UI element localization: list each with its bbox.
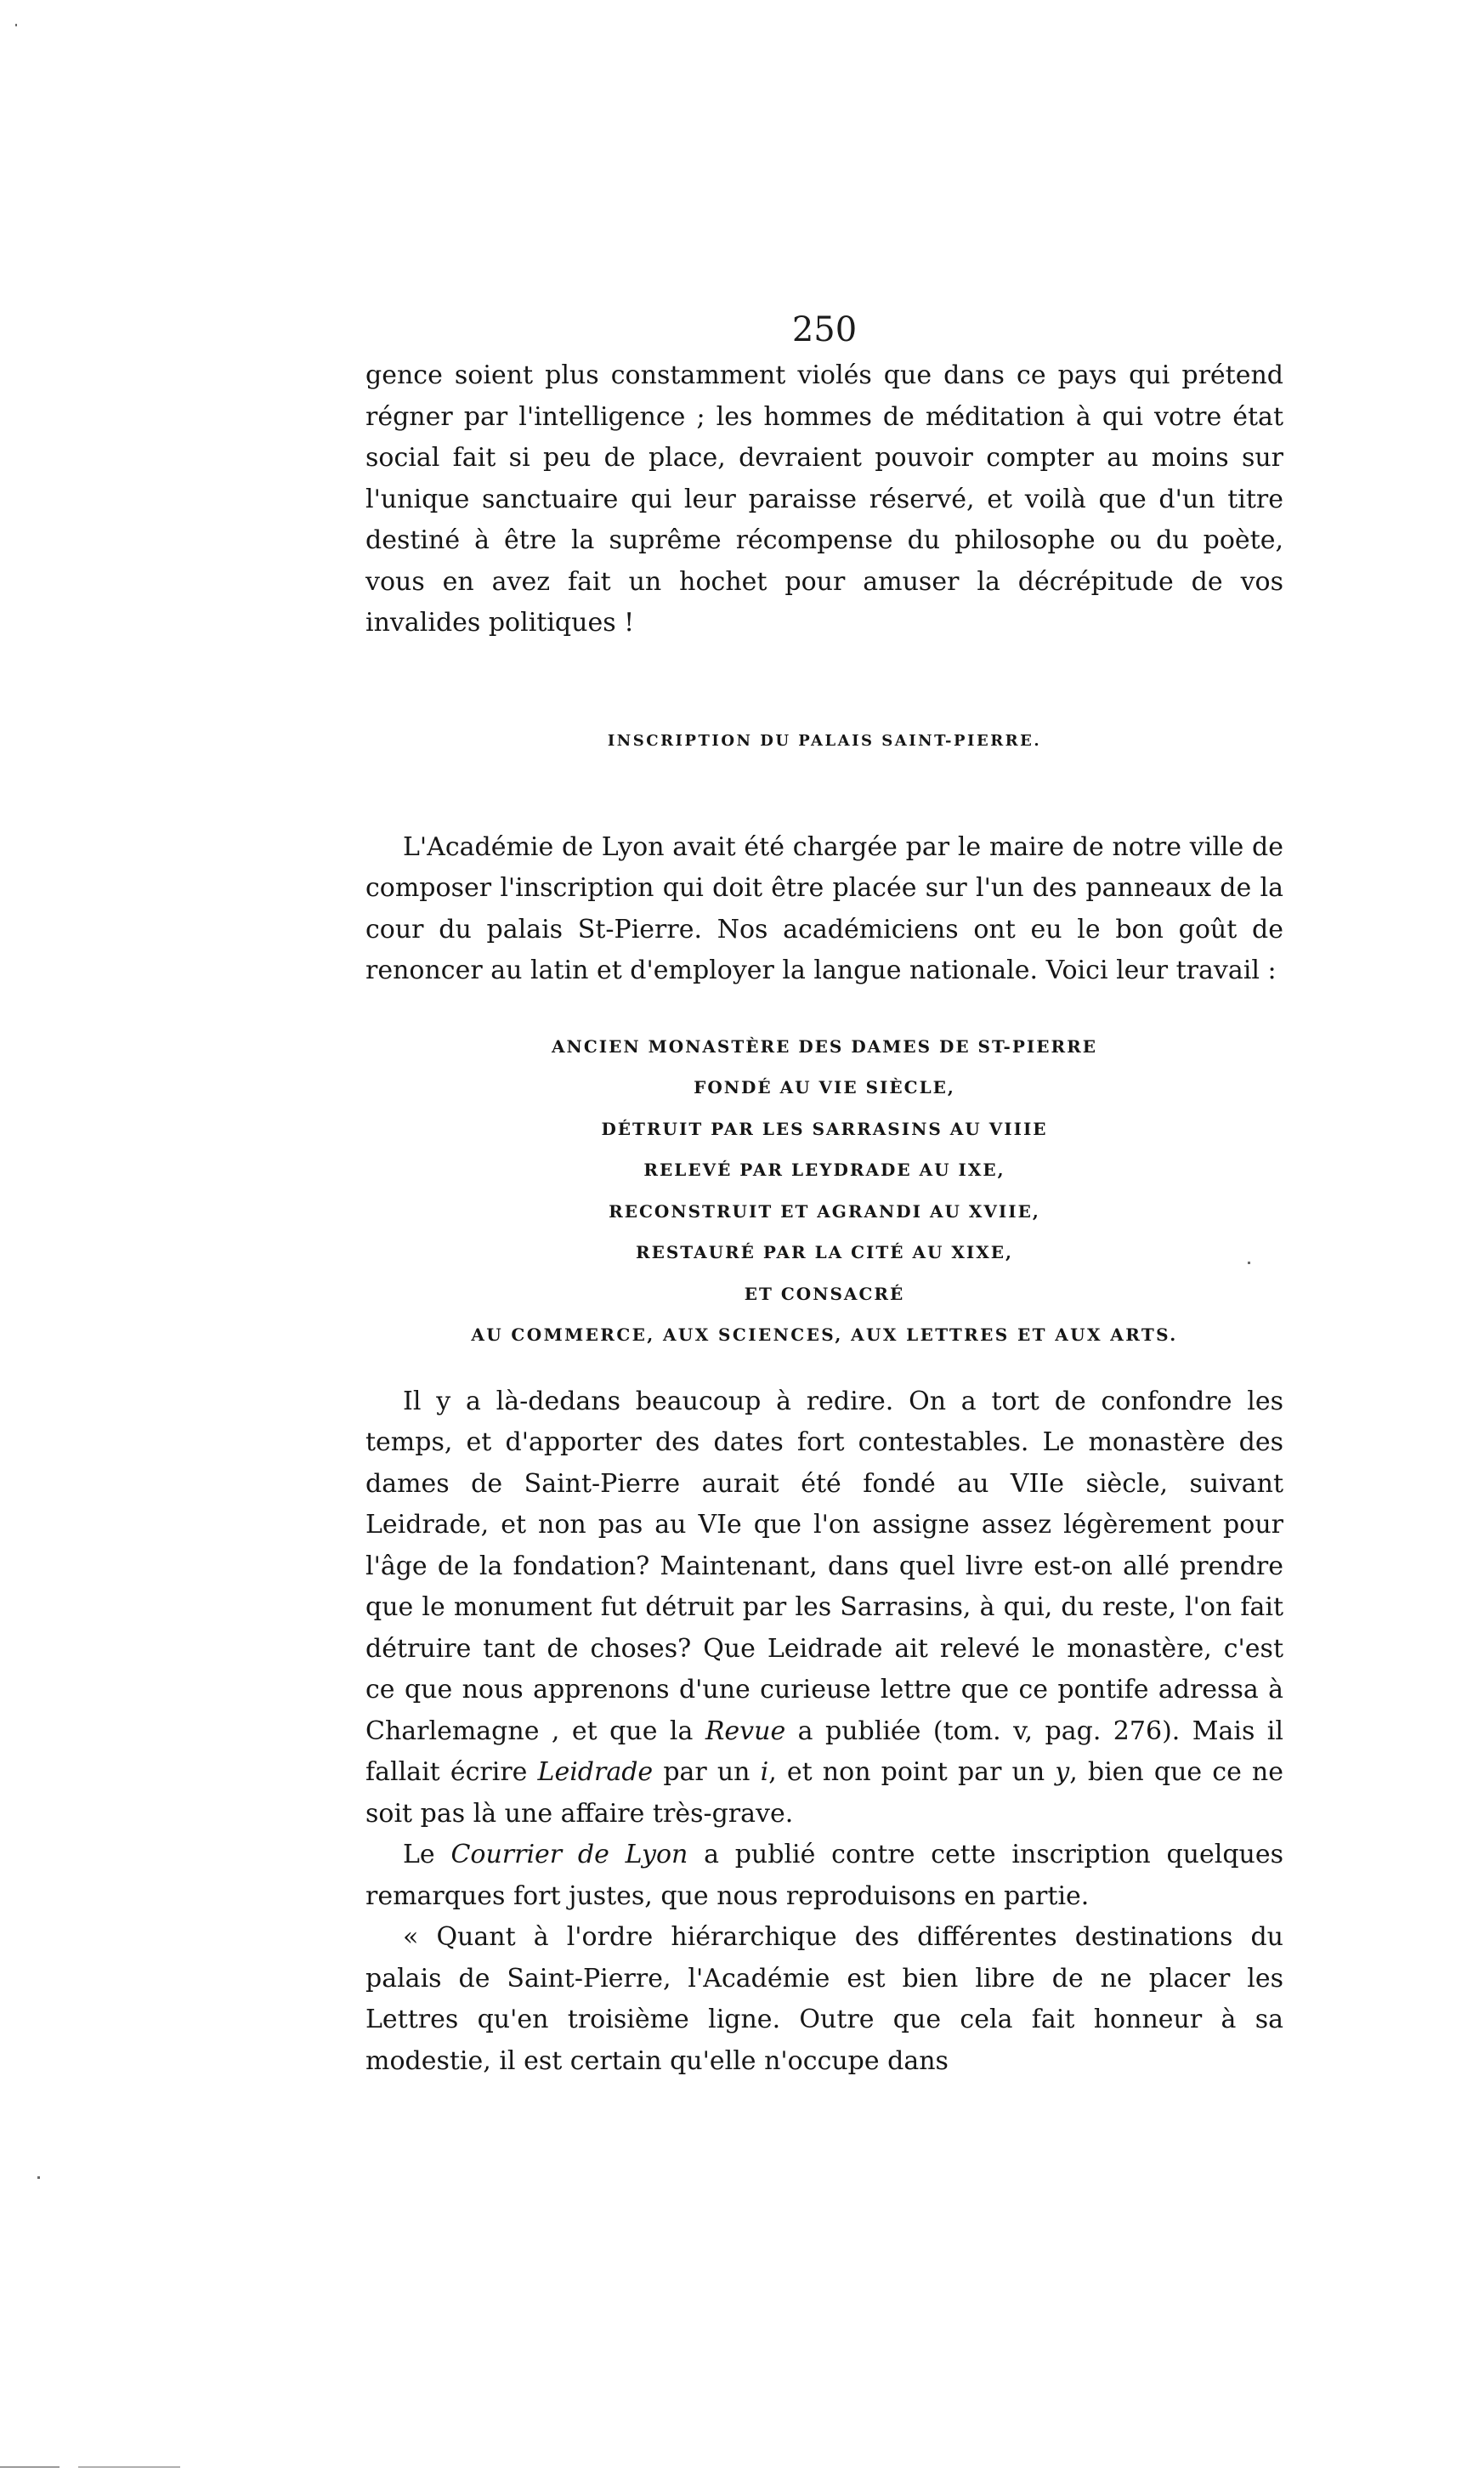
inscription-line: AU COMMERCE, AUX SCIENCES, AUX LETTRES ET AUX ARTS. (471, 1324, 1178, 1345)
scan-edge-mark (0, 2466, 59, 2468)
name-emphasis: Leidrade (537, 1757, 654, 1787)
scan-speck (37, 2176, 40, 2179)
page-number: 250 (791, 310, 858, 349)
text-column (365, 355, 1283, 2082)
courrier-paragraph (365, 1835, 1283, 1917)
text-run: par un (653, 1757, 761, 1787)
text-run: , bien que ce ne soit pas là une affaire très-grave. (365, 1757, 1284, 1829)
inscription-line: ANCIEN MONASTÈRE DES DAMES DE ST-PIERRE (552, 1035, 1097, 1057)
commentary-paragraph (365, 1381, 1283, 1835)
opening-paragraph: gence soient plus constamment violés que dans ce pays qui prétend régner par l'intelligence ; les hommes de méditation à qui votre état social fait si peu de place, devraient pouvoir compter au moins sur l'unique sanctuaire qui leur paraisse réservé, et voilà que d'un titre destiné à être la suprême récompense du philosophe ou du poète, vous en avez fait un hochet pour amuser la décrépitude de vos invalides politiques ! (365, 360, 1283, 638)
section-heading-block (365, 644, 1283, 827)
text-run: Le (403, 1840, 451, 1869)
text-run: Il y a là-dedans beaucoup à redire. On a tort de confondre les temps, et d'apporter des dates fort contestables. Le monastère des dames de Saint-Pierre aurait été fondé au VIIe siècle, suivant Leidrade, et non pas au VIe que l'on assigne assez légèrement pour l'âge de la fondation? Maintenant, dans quel livre est-on allé prendre que le monument fut détruit par les Sarrasins, à qui, du reste, l'on fait détruire tant de choses? Que Leidrade ait relevé le monastère, c'est ce que nous apprenons d'une curieuse lettre que ce pontife adressa à Charlemagne , et que la (365, 1386, 1283, 1746)
inscription-line: RESTAURÉ PAR LA CITÉ AU XIXE, (636, 1242, 1013, 1262)
letter-emphasis: y (1055, 1757, 1070, 1787)
section-heading: INSCRIPTION DU PALAIS SAINT-PIERRE. (607, 731, 1042, 750)
inscription-line: FONDÉ AU VIE SIÈCLE, (694, 1077, 955, 1098)
inscription-line: DÉTRUIT PAR LES SARRASINS AU VIIIE (601, 1118, 1048, 1139)
newspaper-title: Courrier de Lyon (450, 1840, 688, 1869)
scan-speck (15, 24, 17, 26)
inscription-text (365, 1026, 1283, 1356)
scan-speck (1248, 1262, 1250, 1264)
journal-title: Revue (705, 1716, 786, 1746)
intro-paragraph: L'Académie de Lyon avait été chargée par le maire de notre ville de composer l'inscription qui doit être placée sur l'un des panneaux de la cour du palais St-Pierre. Nos académiciens ont eu le bon goût de renoncer au latin et d'employer la langue nationale. Voici leur travail : (365, 831, 1283, 985)
text-run: , et non point par un (768, 1757, 1056, 1787)
scan-edge-mark (78, 2466, 180, 2468)
inscription-line: RELEVÉ PAR LEYDRADE AU IXE, (643, 1160, 1005, 1180)
inscription-line: RECONSTRUIT ET AGRANDI AU XVIIE, (609, 1200, 1040, 1222)
inscription-line: ET CONSACRÉ (744, 1283, 905, 1304)
quotation-paragraph: « Quant à l'ordre hiérarchique des différentes destinations du palais de Saint-Pierre, l'Académie est bien libre de ne placer les Lettres qu'en troisième ligne. Outre que cela fait honneur à sa modestie, il est certain qu'elle n'occupe dans (365, 1922, 1283, 2076)
text-run: a publiée (tom. v, pag. 276). Mais il fallait écrire (365, 1716, 1284, 1787)
letter-emphasis: i (760, 1757, 769, 1787)
text-run: a publié contre cette inscription quelques remarques fort justes, que nous reproduisons en partie. (365, 1840, 1284, 1911)
